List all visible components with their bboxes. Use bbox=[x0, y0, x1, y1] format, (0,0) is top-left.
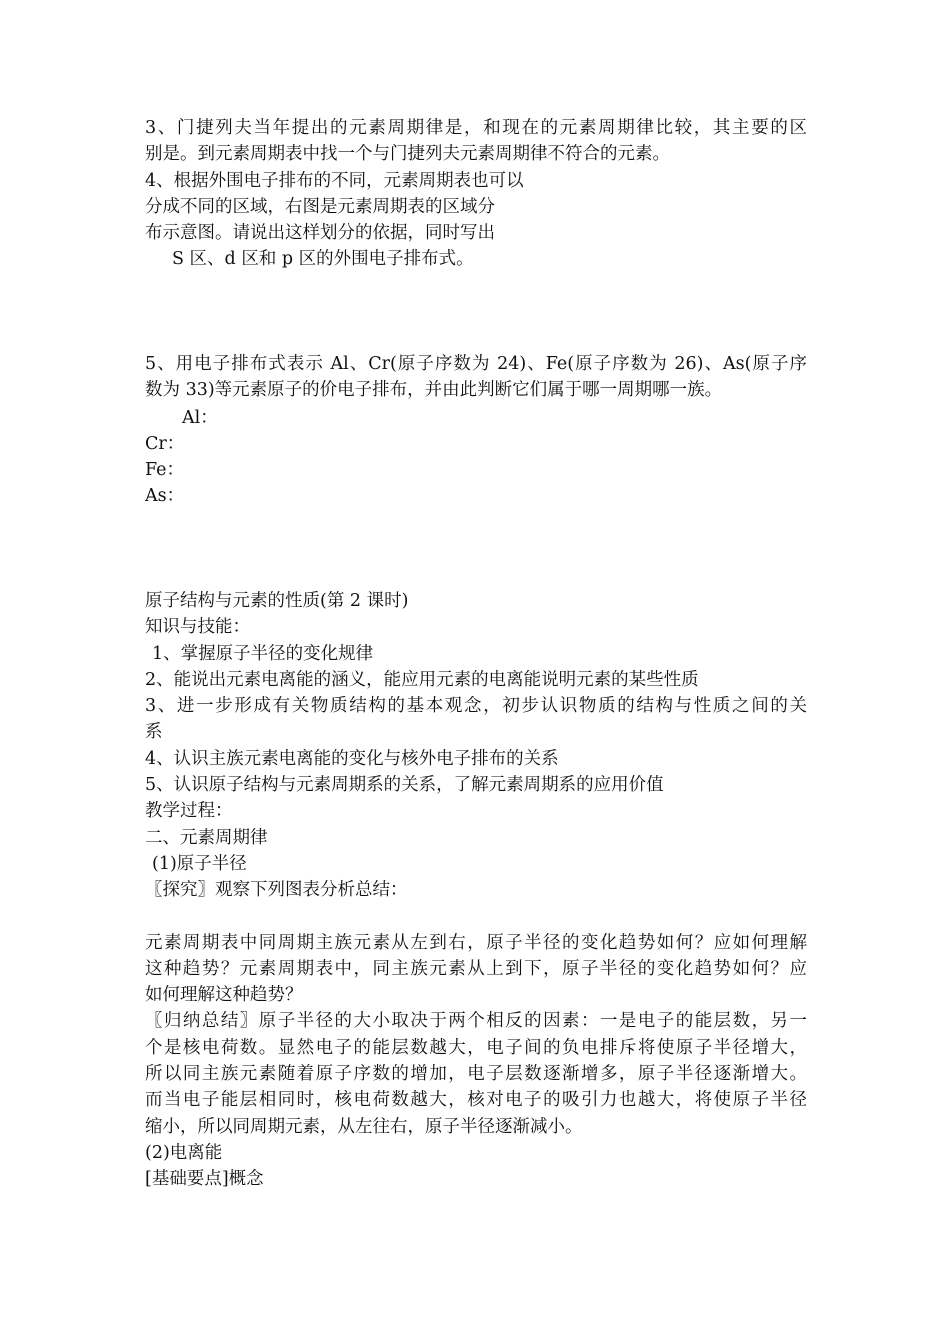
objective-2: 2、能说出元素电离能的涵义，能应用元素的电离能说明元素的某些性质 bbox=[145, 670, 699, 690]
summary-line-1: 〖归纳总结〗原子半径的大小取决于两个相反的因素：一是电子的能层数，另一 bbox=[145, 1011, 807, 1031]
summary-line-5: 缩小，所以同周期元素，从左往右，原子半径逐渐减小。 bbox=[145, 1117, 583, 1137]
explore-line-2: 这种趋势？元素周期表中，同主族元素从上到下，原子半径的变化趋势如何？应 bbox=[145, 959, 807, 979]
summary-line-2: 个是核电荷数。显然电子的能层数越大，电子间的负电排斥将使原子半径增大， bbox=[145, 1038, 807, 1058]
section-periodic-law: 二、元素周期律 bbox=[145, 828, 268, 848]
q5-line-2: 数为 33)等元素原子的价电子排布，并由此判断它们属于哪一周期哪一族。 bbox=[145, 380, 723, 400]
q4-line-2: 分成不同的区域，右图是元素周期表的区域分 bbox=[145, 197, 495, 217]
explore-line-3: 如何理解这种趋势？ bbox=[145, 985, 303, 1005]
q4-line-3: 布示意图。请说出这样划分的依据，同时写出 bbox=[145, 223, 495, 243]
objective-1: 1、掌握原子半径的变化规律 bbox=[152, 644, 374, 664]
q3-line-2: 别是。到元素周期表中找一个与门捷列夫元素周期律不符合的元素。 bbox=[145, 144, 670, 164]
summary-line-4: 而当电子能层相同时，核电荷数越大，核对电子的吸引力也越大，将使原子半径 bbox=[145, 1090, 807, 1110]
answer-cr: Cr： bbox=[145, 434, 185, 454]
q4-line-1: 4、根据外围电子排布的不同，元素周期表也可以 bbox=[145, 171, 524, 191]
explore-line-1: 元素周期表中同周期主族元素从左到右，原子半径的变化趋势如何？应如何理解 bbox=[145, 933, 807, 953]
knowledge-heading: 知识与技能： bbox=[145, 617, 250, 637]
basic-points-concept: [基础要点]概念 bbox=[145, 1169, 264, 1189]
subsection-ionization-energy: (2)电离能 bbox=[145, 1143, 223, 1163]
answer-as: As： bbox=[145, 486, 185, 506]
answer-al: Al： bbox=[182, 408, 218, 428]
objective-3-line-1: 3、进一步形成有关物质结构的基本观念，初步认识物质的结构与性质之间的关 bbox=[145, 696, 807, 716]
objective-4: 4、认识主族元素电离能的变化与核外电子排布的关系 bbox=[145, 749, 559, 769]
objective-5: 5、认识原子结构与元素周期系的关系，了解元素周期系的应用价值 bbox=[145, 775, 664, 795]
explore-heading: 〖探究〗观察下列图表分析总结： bbox=[145, 880, 408, 900]
objective-3-line-2: 系 bbox=[145, 722, 163, 742]
q3-line-1: 3、门捷列夫当年提出的元素周期律是，和现在的元素周期律比较，其主要的区 bbox=[145, 118, 807, 138]
lesson-title: 原子结构与元素的性质(第 2 课时) bbox=[145, 591, 409, 611]
process-heading: 教学过程： bbox=[145, 801, 233, 821]
q5-line-1: 5、用电子排布式表示 Al、Cr(原子序数为 24)、Fe(原子序数为 26)、As(原子序 bbox=[145, 354, 807, 374]
subsection-atomic-radius: (1)原子半径 bbox=[152, 854, 247, 874]
q4-line-4: S 区、d 区和 p 区的外围电子排布式。 bbox=[172, 249, 474, 269]
summary-line-3: 所以同主族元素随着原子序数的增加，电子层数逐渐增多，原子半径逐渐增大。 bbox=[145, 1064, 807, 1084]
answer-fe: Fe： bbox=[145, 460, 185, 480]
